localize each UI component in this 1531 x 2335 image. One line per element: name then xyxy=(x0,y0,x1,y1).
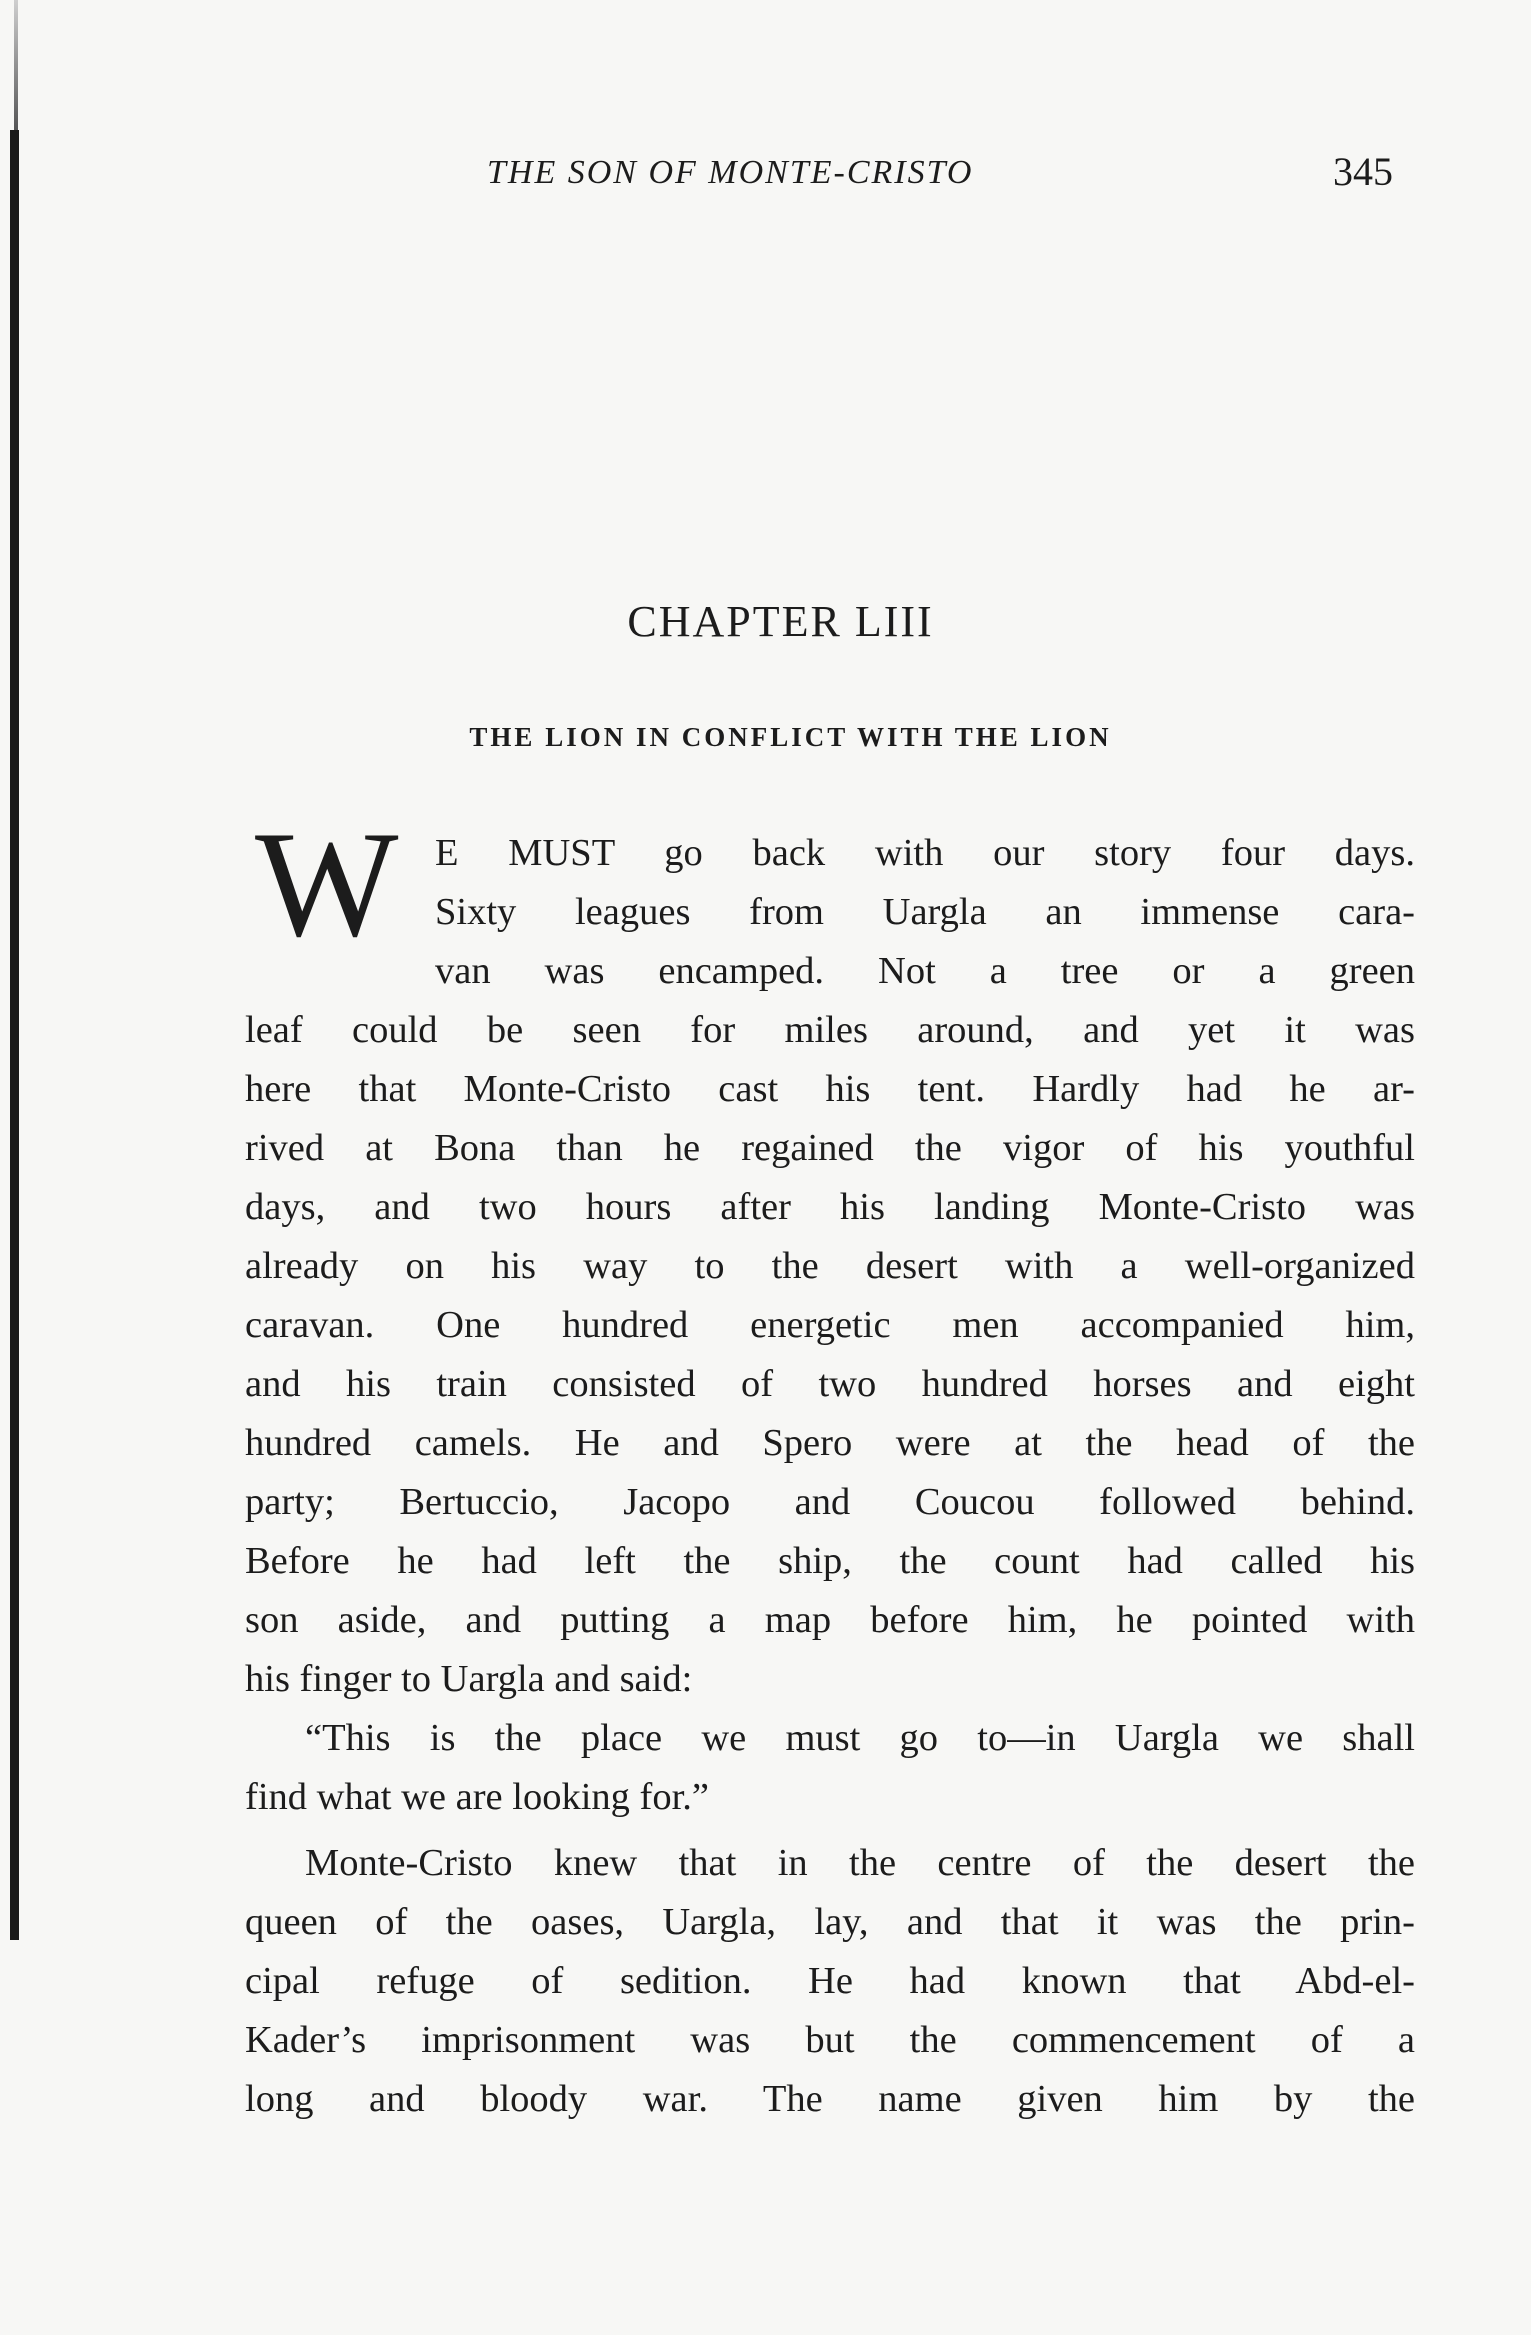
chapter-subtitle: THE LION IN CONFLICT WITH THE LION xyxy=(469,722,1112,752)
text-line: “This is the place we must go to—in Uargla we shall xyxy=(305,1717,1415,1759)
chapter-title: CHAPTER LIII xyxy=(627,597,934,646)
text-line: caravan. One hundred energetic men accompanied him, xyxy=(245,1304,1415,1346)
text-line: cipal refuge of sedition. He had known that Abd-el- xyxy=(245,1960,1415,2002)
body-text xyxy=(245,824,1415,2129)
text-line: Kader’s imprisonment was but the commencement of a xyxy=(245,2019,1415,2061)
text-line: rived at Bona than he regained the vigor of his youthful xyxy=(245,1127,1415,1169)
running-title: THE SON OF MONTE-CRISTO xyxy=(487,154,974,191)
text-line: already on his way to the desert with a well-organized xyxy=(245,1245,1415,1287)
text-line: here that Monte-Cristo cast his tent. Hardly had he ar- xyxy=(245,1068,1415,1110)
text-line: party; Bertuccio, Jacopo and Coucou followed behind. xyxy=(245,1481,1415,1523)
text-line: Sixty leagues from Uargla an immense cara- xyxy=(435,891,1415,933)
text-line: son aside, and putting a map before him, he pointed with xyxy=(245,1599,1415,1641)
binding-edge-top xyxy=(14,0,18,130)
text-line: Monte-Cristo knew that in the centre of the desert the xyxy=(305,1842,1415,1884)
text-line: hundred camels. He and Spero were at the head of the xyxy=(245,1422,1415,1464)
drop-cap: W xyxy=(255,800,399,968)
running-head xyxy=(0,148,1531,208)
text-line: queen of the oases, Uargla, lay, and that it was the prin- xyxy=(245,1901,1415,1943)
text-line: find what we are looking for.” xyxy=(245,1776,709,1818)
binding-edge xyxy=(10,130,19,1940)
text-line: long and bloody war. The name given him by the xyxy=(245,2078,1415,2120)
text-line: and his train consisted of two hundred horses and eight xyxy=(245,1363,1415,1405)
text-line: E MUST go back with our story four days. xyxy=(435,832,1415,874)
text-line: days, and two hours after his landing Monte-Cristo was xyxy=(245,1186,1415,1228)
text-line: leaf could be seen for miles around, and yet it was xyxy=(245,1009,1415,1051)
text-line: Before he had left the ship, the count had called his xyxy=(245,1540,1415,1582)
text-line: his finger to Uargla and said: xyxy=(245,1658,693,1700)
text-line: van was encamped. Not a tree or a green xyxy=(435,950,1415,992)
page-number: 345 xyxy=(1333,149,1393,194)
